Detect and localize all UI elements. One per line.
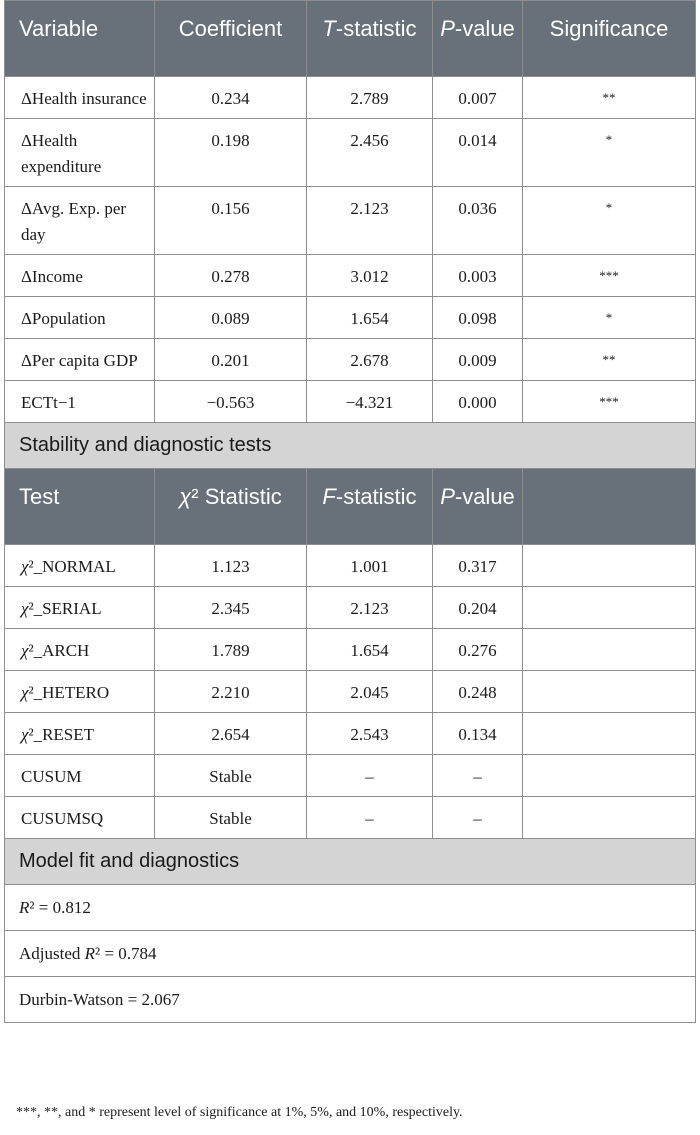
header-t-statistic: T-statistic bbox=[307, 1, 433, 77]
p-value-cell: 0.098 bbox=[433, 297, 523, 339]
table-row bbox=[5, 255, 696, 297]
empty-cell bbox=[523, 797, 696, 839]
test-symbol: χ bbox=[21, 599, 29, 618]
t-statistic-cell: 2.456 bbox=[307, 119, 433, 187]
table-row bbox=[5, 545, 696, 587]
model-fit-row bbox=[5, 977, 696, 1023]
header-stability-p-value: P-value bbox=[433, 469, 523, 545]
test-name: ²_HETERO bbox=[28, 683, 110, 702]
coefficient-cell: −0.563 bbox=[155, 381, 307, 423]
model-fit-prefix: Adjusted bbox=[19, 944, 85, 963]
model-fit-row bbox=[5, 885, 696, 931]
table-row bbox=[5, 77, 696, 119]
test-name-cell bbox=[5, 545, 155, 587]
p-value-cell: 0.014 bbox=[433, 119, 523, 187]
model-fit-section-row bbox=[5, 839, 696, 885]
empty-cell bbox=[523, 587, 696, 629]
stability-header-row bbox=[5, 469, 696, 545]
test-name: ²_NORMAL bbox=[28, 557, 116, 576]
f-statistic-cell: 1.001 bbox=[307, 545, 433, 587]
table-row bbox=[5, 755, 696, 797]
table-row bbox=[5, 119, 696, 187]
test-name: ²_SERIAL bbox=[28, 599, 102, 618]
table-row bbox=[5, 187, 696, 255]
p-value-cell: 0.248 bbox=[433, 671, 523, 713]
empty-cell bbox=[523, 629, 696, 671]
test-symbol: χ bbox=[21, 557, 29, 576]
f-statistic-cell: – bbox=[307, 755, 433, 797]
p-value-cell: 0.134 bbox=[433, 713, 523, 755]
p-value-cell: 0.276 bbox=[433, 629, 523, 671]
significance-footnote: ***, **, and * represent level of significance at 1%, 5%, and 10%, respectively. bbox=[16, 1105, 463, 1120]
p-value-cell: – bbox=[433, 755, 523, 797]
chi2-cell: 1.789 bbox=[155, 629, 307, 671]
stability-section-row bbox=[5, 423, 696, 469]
table-row bbox=[5, 297, 696, 339]
test-name-cell bbox=[5, 671, 155, 713]
empty-cell bbox=[523, 713, 696, 755]
model-fit-row bbox=[5, 931, 696, 977]
table-row bbox=[5, 587, 696, 629]
p-value-cell: 0.009 bbox=[433, 339, 523, 381]
model-fit-cell bbox=[5, 977, 696, 1023]
model-fit-italic: R bbox=[84, 944, 96, 963]
model-fit-suffix: ² = 0.784 bbox=[95, 944, 157, 963]
significance-cell: *** bbox=[523, 381, 696, 423]
t-statistic-cell: 3.012 bbox=[307, 255, 433, 297]
f-statistic-cell: 2.045 bbox=[307, 671, 433, 713]
coefficient-cell: 0.201 bbox=[155, 339, 307, 381]
p-value-cell: 0.204 bbox=[433, 587, 523, 629]
variable-cell: ECTt−1 bbox=[5, 381, 155, 423]
header-blank bbox=[523, 469, 696, 545]
empty-cell bbox=[523, 545, 696, 587]
model-fit-suffix: Durbin-Watson = 2.067 bbox=[19, 990, 180, 1009]
test-symbol: χ bbox=[21, 683, 29, 702]
f-statistic-cell: 1.654 bbox=[307, 629, 433, 671]
test-name-cell bbox=[5, 713, 155, 755]
test-symbol: χ bbox=[21, 641, 29, 660]
p-value-cell: – bbox=[433, 797, 523, 839]
table-row bbox=[5, 797, 696, 839]
chi2-cell: Stable bbox=[155, 755, 307, 797]
test-symbol: χ bbox=[21, 725, 29, 744]
p-value-cell: 0.003 bbox=[433, 255, 523, 297]
table-row bbox=[5, 381, 696, 423]
model-fit-suffix: ² = 0.812 bbox=[29, 898, 91, 917]
variable-cell: ΔHealth expenditure bbox=[5, 119, 155, 187]
significance-cell: ** bbox=[523, 339, 696, 381]
t-statistic-cell: 1.654 bbox=[307, 297, 433, 339]
t-statistic-cell: −4.321 bbox=[307, 381, 433, 423]
stability-section-title: Stability and diagnostic tests bbox=[5, 423, 696, 469]
model-fit-italic: R bbox=[19, 898, 30, 917]
t-statistic-cell: 2.123 bbox=[307, 187, 433, 255]
table-row bbox=[5, 671, 696, 713]
significance-cell: * bbox=[523, 119, 696, 187]
chi2-cell: 2.654 bbox=[155, 713, 307, 755]
test-name: ²_RESET bbox=[28, 725, 95, 744]
test-name-cell bbox=[5, 587, 155, 629]
variable-cell: ΔAvg. Exp. per day bbox=[5, 187, 155, 255]
empty-cell bbox=[523, 755, 696, 797]
main-header-row bbox=[5, 1, 696, 77]
header-p-value: P-value bbox=[433, 1, 523, 77]
t-statistic-cell: 2.678 bbox=[307, 339, 433, 381]
p-value-cell: 0.317 bbox=[433, 545, 523, 587]
variable-cell: ΔHealth insurance bbox=[5, 77, 155, 119]
p-value-cell: 0.000 bbox=[433, 381, 523, 423]
significance-cell: * bbox=[523, 187, 696, 255]
significance-cell: *** bbox=[523, 255, 696, 297]
header-test: Test bbox=[5, 469, 155, 545]
header-chi2-statistic: χ² Statistic bbox=[155, 469, 307, 545]
significance-cell: ** bbox=[523, 77, 696, 119]
variable-cell: ΔIncome bbox=[5, 255, 155, 297]
header-variable: Variable bbox=[5, 1, 155, 77]
table-row bbox=[5, 629, 696, 671]
header-coefficient: Coefficient bbox=[155, 1, 307, 77]
coefficient-cell: 0.234 bbox=[155, 77, 307, 119]
f-statistic-cell: 2.123 bbox=[307, 587, 433, 629]
p-value-cell: 0.036 bbox=[433, 187, 523, 255]
chi2-cell: 1.123 bbox=[155, 545, 307, 587]
test-name-cell bbox=[5, 755, 155, 797]
test-name-cell bbox=[5, 797, 155, 839]
main-table-body bbox=[5, 77, 696, 423]
model-fit-section-title: Model fit and diagnostics bbox=[5, 839, 696, 885]
test-name: CUSUM bbox=[21, 767, 82, 786]
t-statistic-cell: 2.789 bbox=[307, 77, 433, 119]
table-row bbox=[5, 713, 696, 755]
model-fit-cell bbox=[5, 885, 696, 931]
regression-results-table bbox=[4, 0, 696, 1023]
f-statistic-cell: 2.543 bbox=[307, 713, 433, 755]
p-value-cell: 0.007 bbox=[433, 77, 523, 119]
stability-table-body bbox=[5, 545, 696, 839]
test-name-cell bbox=[5, 629, 155, 671]
empty-cell bbox=[523, 671, 696, 713]
coefficient-cell: 0.089 bbox=[155, 297, 307, 339]
header-f-statistic: F-statistic bbox=[307, 469, 433, 545]
header-significance: Significance bbox=[523, 1, 696, 77]
chi2-cell: 2.345 bbox=[155, 587, 307, 629]
chi2-cell: 2.210 bbox=[155, 671, 307, 713]
variable-cell: ΔPopulation bbox=[5, 297, 155, 339]
table-row bbox=[5, 339, 696, 381]
coefficient-cell: 0.156 bbox=[155, 187, 307, 255]
coefficient-cell: 0.198 bbox=[155, 119, 307, 187]
chi2-cell: Stable bbox=[155, 797, 307, 839]
variable-cell: ΔPer capita GDP bbox=[5, 339, 155, 381]
model-fit-cell bbox=[5, 931, 696, 977]
test-name: CUSUMSQ bbox=[21, 809, 104, 828]
model-fit-body bbox=[5, 885, 696, 1023]
test-name: ²_ARCH bbox=[28, 641, 90, 660]
coefficient-cell: 0.278 bbox=[155, 255, 307, 297]
f-statistic-cell: – bbox=[307, 797, 433, 839]
significance-cell: * bbox=[523, 297, 696, 339]
